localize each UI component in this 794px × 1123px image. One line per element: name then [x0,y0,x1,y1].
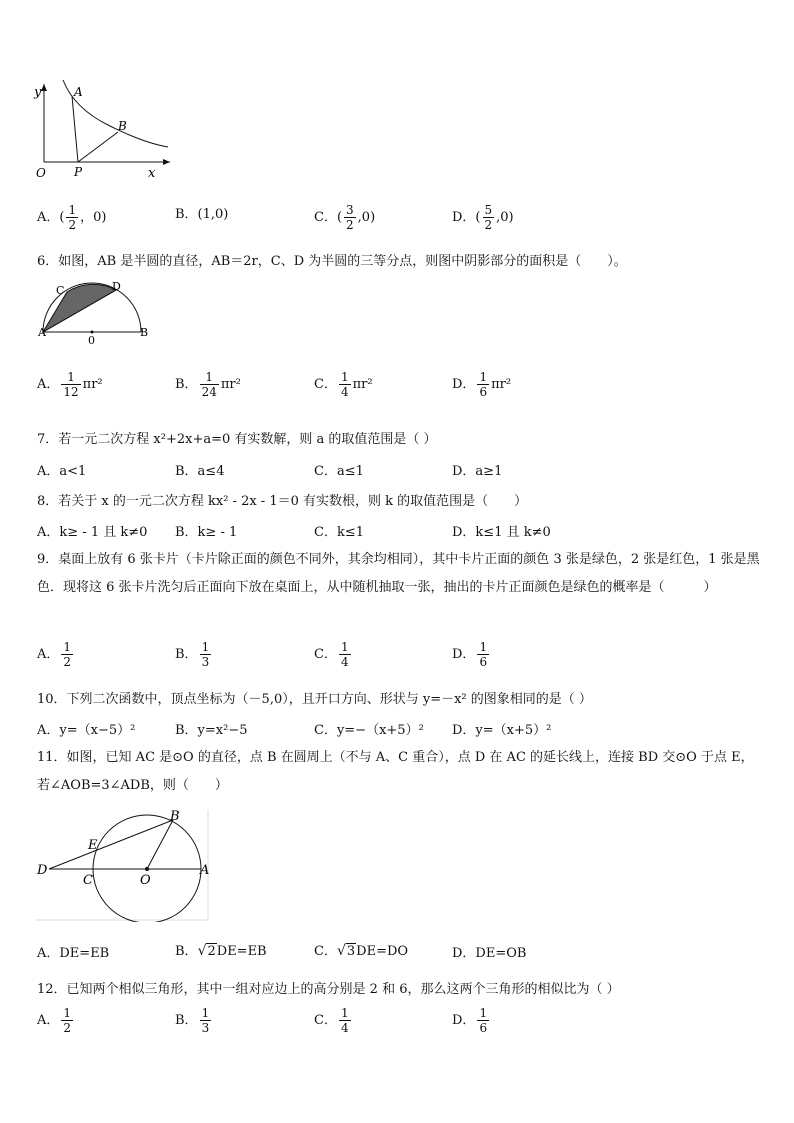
q8-option-d: D．k≤1 且 k≠0 [452,525,551,540]
q6-options [37,370,757,402]
q10-option-c: C．y=−（x+5）² [314,723,424,738]
q11-stem: 11．如图，已知 AC 是⊙O 的直径，点 B 在圆周上（不与 A、C 重合），点 D 在 AC 的延长线上，连接 BD 交⊙O 于点 E，若∠AOB=3∠ADB，则（ ） [37,750,754,793]
q10-option-b: B．y=x²−5 [175,723,248,738]
q9-stem: 9．桌面上放有 6 张卡片（卡片除正面的颜色不同外，其余均相同），其中卡片正面的颜色 3 张是绿色，2 张是红色，1 张是黑色．现将这 6 张卡片洗匀后正面向下放在桌面上，从中随机抽取一张，抽出的卡片正面颜色是绿色的概率是（ ） [37,552,760,595]
q5-options [37,198,757,232]
fig6-a: A [38,326,46,339]
q12-options [37,1006,757,1042]
q7-option-c: C．a≤1 [314,464,364,479]
q5-option-c: C．( $\frac{3}{2}$ ,0) [314,203,376,232]
q8-option-c: C．k≤1 [314,525,364,540]
q12-option-b: B． $\frac{1}{3}$ [175,1006,210,1035]
fig5-b: B [118,119,127,133]
q12-option-a: A． $\frac{1}{2}$ [37,1006,72,1035]
q8-option-a: A．k≥ - 1 且 k≠0 [37,525,148,540]
fig6-c: C [56,284,65,297]
fig6-b: B [140,326,149,339]
q6-option-d: D． $\frac{1}{6}$ πr² [452,370,512,399]
q12-stem: 12．已知两个相似三角形，其中一组对应边上的高分别是 2 和 6，那么这两个三角形的相似比为（ ） [37,982,620,997]
q5-figure [30,78,180,183]
q7-option-a: A．a<1 [37,464,87,479]
q9-option-c: C． $\frac{1}{4}$ [314,640,349,669]
q10-options [37,719,757,737]
q9-option-a: A． $\frac{1}{2}$ [37,640,72,669]
q9-options [37,640,757,676]
fig11-d: D [37,863,48,878]
q11-option-b: B．√2DE=EB [175,943,267,959]
fig5-y: y [34,85,42,100]
fig6-o: 0 [88,334,95,347]
fig11-b: B [170,809,180,824]
q6-figure [36,280,156,348]
q7-options [37,460,757,478]
q7-option-b: B．a≤4 [175,464,225,479]
q11-option-a: A．DE=EB [37,946,110,961]
q8-options [37,521,757,539]
q5-option-b: B．(1,0) [175,207,229,222]
q11-option-c: C．√3DE=DO [314,943,409,959]
q5-option-a: A．( $\frac{1}{2}$ ，0) [37,203,107,232]
q9-option-b: B． $\frac{1}{3}$ [175,640,210,669]
q10-stem: 10．下列二次函数中，顶点坐标为（－5,0），且开口方向、形状与 y=－x² 的图象相同的是（ ） [37,692,592,707]
q12-option-d: D． $\frac{1}{6}$ [452,1006,488,1035]
fig5-a: A [74,85,83,99]
q11-figure [36,808,212,922]
q10-option-d: D．y=（x+5）² [452,723,552,738]
q9-option-d: D． $\frac{1}{6}$ [452,640,488,669]
q8-option-b: B．k≥ - 1 [175,525,238,540]
q7-stem: 7．若一元二次方程 x²+2x+a=0 有实数解，则 a 的取值范围是（ ） [37,432,437,447]
q6-option-c: C． $\frac{1}{4}$ πr² [314,370,373,399]
q5-option-d: D．( $\frac{5}{2}$ ,0) [452,203,514,232]
fig11-o: O [140,873,151,888]
q6-option-b: B． $\frac{1}{24}$ πr² [175,370,241,399]
q10-option-a: A．y=（x−5）² [37,723,136,738]
fig11-e: E [88,838,98,853]
q6-stem: 6．如图，AB 是半圆的直径，AB＝2r，C、D 为半圆的三等分点，则图中阴影部分的面积是（ ）。 [37,254,627,269]
fig11-c: C [83,873,93,888]
q6-option-a: A． $\frac{1}{12}$ πr² [37,370,103,399]
fig5-x: x [148,166,156,181]
q7-option-d: D．a≥1 [452,464,503,479]
fig6-d: D [112,280,121,293]
q11-option-d: D．DE=OB [452,946,527,961]
fig11-a: A [200,863,210,878]
q12-option-c: C． $\frac{1}{4}$ [314,1006,349,1035]
fig5-p: P [74,165,83,179]
q8-stem: 8．若关于 x 的一元二次方程 kx² - 2x - 1＝0 有实数根，则 k 的取值范围是（ ） [37,494,528,509]
q11-options [37,940,757,962]
fig5-o: O [36,166,46,180]
